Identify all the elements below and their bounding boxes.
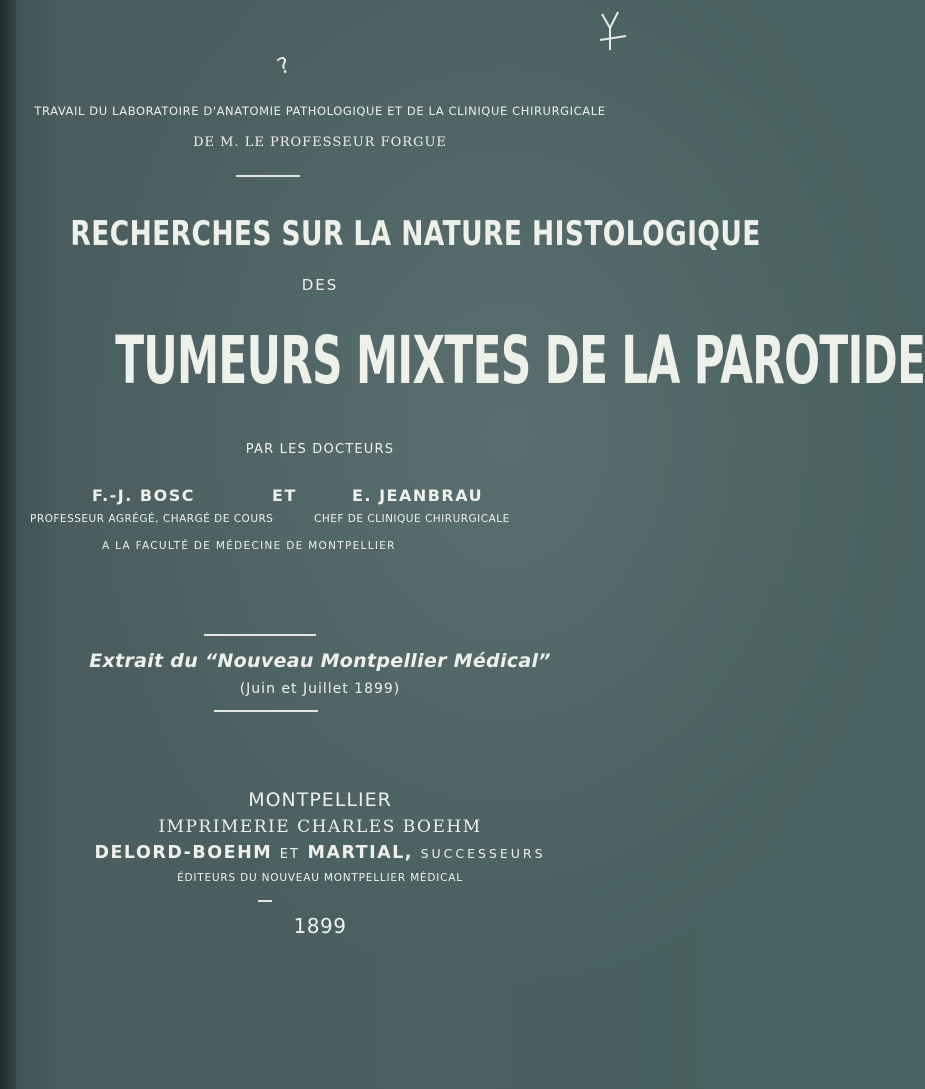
top-divider [236,175,300,177]
author2-name: E. JEANBRAU [352,486,484,505]
extract-date: (Juin et Juillet 1899) [239,681,401,697]
author1-title: PROFESSEUR AGRÉGÉ, CHARGÉ DE COURS [30,513,274,525]
imprint-printer: IMPRIMERIE CHARLES BOEHM [158,817,482,837]
imprint-year: 1899 [293,914,347,938]
author1-name: F.-J. BOSC [92,486,195,505]
publisher-successors: SUCCESSEURS [420,846,546,861]
title-connector: DES [301,276,339,294]
title-line-1: RECHERCHES SUR LA NATURE HISTOLOGIQUE [70,214,761,254]
faculty-line: A LA FACULTÉ DE MÉDECINE DE MONTPELLIER [102,540,396,552]
lower-divider [214,710,318,712]
corner-handwritten-mark [596,6,636,56]
year-divider [258,900,272,902]
author2-title: CHEF DE CLINIQUE CHIRURGICALE [314,513,510,525]
imprint-editors: ÉDITEURS DU NOUVEAU MONTPELLIER MÉDICAL [177,872,463,884]
imprint-city: MONTPELLIER [248,789,392,811]
authors-intro: PAR LES DOCTEURS [245,442,395,457]
imprint-publisher [0,843,640,863]
handwritten-mark: ? [274,52,294,81]
title-line-2: TUMEURS MIXTES DE LA PAROTIDE [115,322,925,399]
laboratory-line: TRAVAIL DU LABORATOIRE D'ANATOMIE PATHOLOGIQUE ET DE LA CLINIQUE CHIRURGICALE [34,104,606,118]
publisher-connector: ET [279,847,300,862]
middle-divider [204,634,316,636]
publisher-part-a: DELORD-BOEHM [94,843,273,863]
authors-conjunction: ET [272,486,297,505]
publisher-part-b: MARTIAL, [307,843,413,863]
professor-line: DE M. LE PROFESSEUR FORGUE [193,135,447,150]
extract-source: Extrait du “Nouveau Montpellier Médical” [89,650,551,672]
